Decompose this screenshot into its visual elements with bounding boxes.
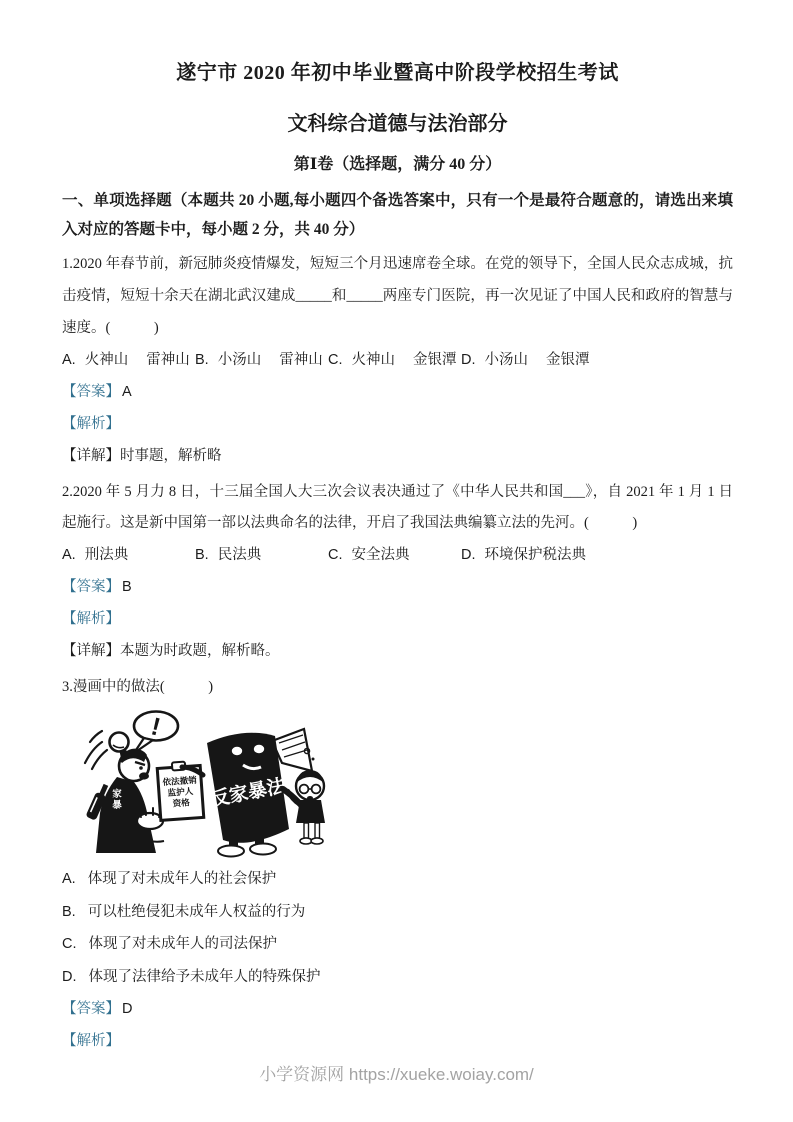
option-d: D. 环境保护税法典 <box>461 547 586 564</box>
section-heading: 第Ⅰ卷（选择题，满分 40 分） <box>293 156 502 173</box>
analysis-label: 【解析】 <box>62 611 120 628</box>
svg-text:反家暴法: 反家暴法 <box>208 775 288 811</box>
question-2-options <box>62 540 733 572</box>
svg-text:家: 家 <box>112 788 122 800</box>
analysis-label: 【解析】 <box>62 1032 120 1049</box>
question-2-analysis <box>62 604 733 636</box>
question-1 <box>62 249 733 472</box>
motion-lines-icon <box>85 731 107 769</box>
question-1-answer <box>62 377 733 409</box>
svg-text:暴: 暴 <box>112 799 122 811</box>
question-2-detail: 【详解】本题为时政题，解析略。 <box>62 643 280 660</box>
question-2 <box>62 477 733 668</box>
option-c: C. 体现了对未成年人的司法保护 <box>62 936 277 953</box>
anti-domestic-violence-cartoon <box>76 709 733 861</box>
question-1-analysis <box>62 409 733 441</box>
cartoon-image <box>76 709 361 861</box>
analysis-label: 【解析】 <box>62 415 120 432</box>
answer-label: 【答案】 <box>62 1000 120 1017</box>
page-subtitle: 文科综合道德与法治部分 <box>287 113 508 135</box>
option-d: D. 体现了法律给予未成年人的特殊保护 <box>62 969 321 986</box>
answer-label: 【答案】 <box>62 579 120 596</box>
exclamation-bubble-icon <box>134 711 178 753</box>
footer-watermark <box>0 1060 793 1085</box>
answer-letter: B <box>122 579 132 596</box>
option-b: B. 小汤山 雷神山 <box>195 352 323 369</box>
option-c: C. 火神山 金银潭 <box>328 352 457 369</box>
svg-text:!: ! <box>148 712 164 742</box>
page-title: 遂宁市 2020 年初中毕业暨高中阶段学校招生考试 <box>176 62 619 84</box>
section-instructions: 一、单项选择题（本题共 20 小题,每小题四个备选答案中，只有一个是最符合题意的，请选出来填入对应的答题卡中，每小题 2 分，共 40 分） <box>62 192 733 238</box>
option-b: B. 可以杜绝侵犯未成年人权益的行为 <box>62 903 306 920</box>
answer-label: 【答案】 <box>62 383 120 400</box>
option-d: D. 小汤山 金银潭 <box>461 352 590 369</box>
question-1-stem: 1.2020 年春节前，新冠肺炎疫情爆发，短短三个月迅速席卷全球。在党的领导下，全国人民众志成城，抗击疫情，短短十余天在湖北武汉建成_____和_____两座专门医院，再一次见证了中国人民和政府的智慧与速度。( ) <box>62 256 733 337</box>
option-c: C. 安全法典 <box>328 547 410 564</box>
answer-letter: D <box>122 1000 133 1017</box>
option-a: A. 火神山 雷神山 <box>62 352 190 369</box>
option-a: A. 体现了对未成年人的社会保护 <box>62 870 277 887</box>
svg-text:监护人: 监护人 <box>167 785 194 798</box>
detail-label: 【详解】 <box>62 643 120 660</box>
svg-text:资格: 资格 <box>172 797 191 809</box>
question-3-analysis <box>62 1026 733 1058</box>
question-3 <box>62 672 733 1058</box>
question-3-answer <box>62 994 733 1026</box>
option-a: A. 刑法典 <box>62 547 129 564</box>
detail-label: 【详解】 <box>62 447 120 464</box>
question-1-options <box>62 345 733 377</box>
option-b: B. 民法典 <box>195 547 262 564</box>
footer-site-text: 小学资源网 https://xueke.woiay.com/ <box>259 1065 534 1084</box>
question-1-detail: 【详解】时事题，解析略 <box>62 447 222 464</box>
question-2-answer <box>62 572 733 604</box>
question-2-stem: 2.2020 年 5 月力 8 日，十三届全国人大三次会议表决通过了《中华人民共和国___》，自 2021 年 1 月 1 日起施行。这是新中国第一部以法典命名的法律，开启了我国法典编纂立法的先河。( ) <box>62 483 733 532</box>
svg-text:依法撤销: 依法撤销 <box>162 774 198 787</box>
abuser-figure <box>85 732 164 853</box>
question-3-stem: 3.漫画中的做法( ) <box>62 678 214 695</box>
answer-letter: A <box>122 383 132 400</box>
